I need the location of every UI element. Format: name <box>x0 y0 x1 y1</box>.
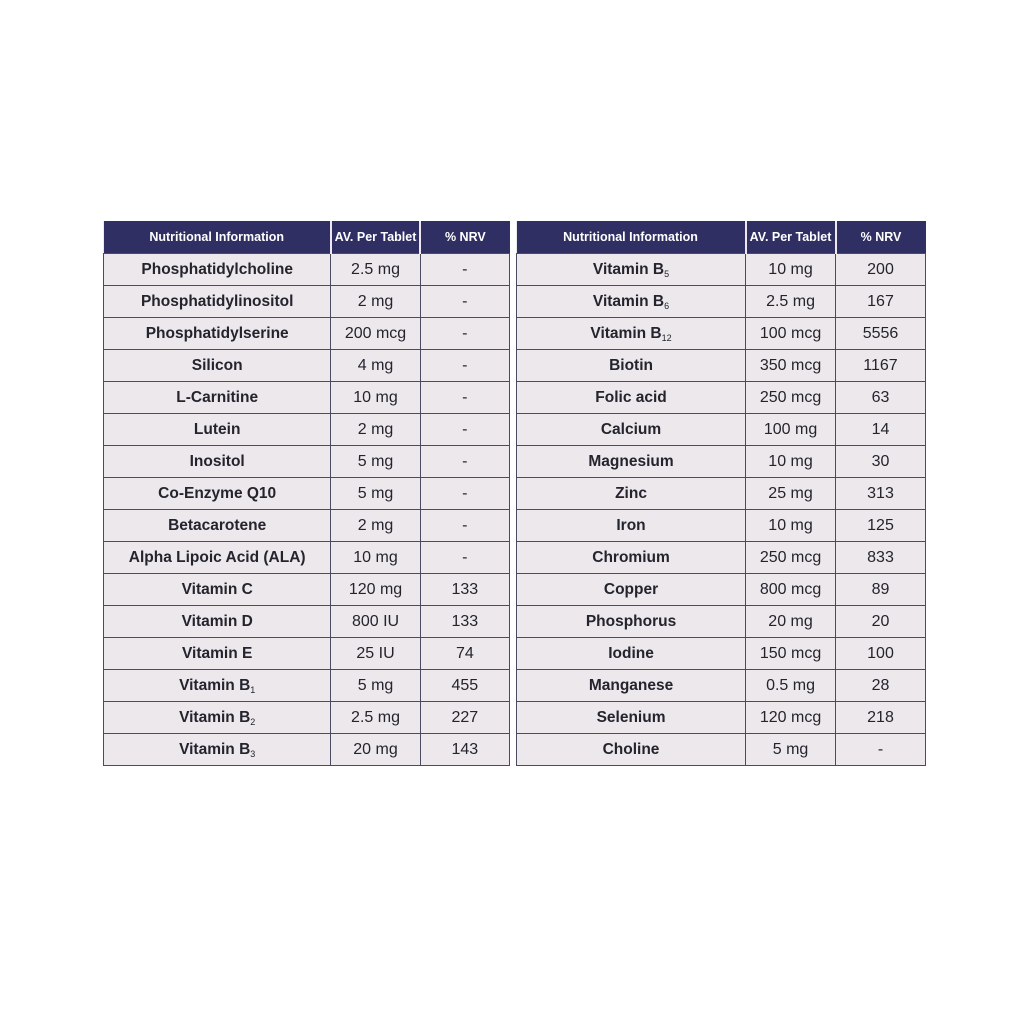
nrv-percent: 28 <box>836 670 926 702</box>
amount-per-tablet: 10 mg <box>746 254 836 286</box>
header-nutritional-information: Nutritional Information <box>104 221 331 254</box>
table-row <box>104 670 510 702</box>
nutrient-name-text: Copper <box>603 580 659 598</box>
nutrient-name <box>517 574 746 606</box>
left-nutrition-table <box>103 221 510 766</box>
nutrient-name <box>104 606 331 638</box>
right-nutrition-panel <box>516 221 926 766</box>
amount-per-tablet: 20 mg <box>331 734 420 766</box>
table-row <box>104 606 510 638</box>
nutrient-name-text: Chromium <box>592 548 670 566</box>
table-row <box>104 574 510 606</box>
nrv-percent: - <box>420 478 509 510</box>
left-header-row <box>104 221 510 254</box>
nutrient-subscript: 3 <box>250 748 256 759</box>
table-row <box>104 446 510 478</box>
table-row <box>517 286 926 318</box>
amount-per-tablet: 5 mg <box>331 670 420 702</box>
table-row <box>104 414 510 446</box>
nutrient-name <box>104 574 331 606</box>
nrv-percent: - <box>420 446 509 478</box>
table-row <box>104 478 510 510</box>
nutrient-name <box>104 254 331 286</box>
nutrient-name <box>104 702 331 734</box>
nrv-percent: 313 <box>836 478 926 510</box>
nutrient-name <box>517 510 746 542</box>
nutrient-name-text: Phosphorus <box>585 612 677 630</box>
nutrient-name-text: Zinc <box>615 484 647 502</box>
nrv-percent: 30 <box>836 446 926 478</box>
table-row <box>104 542 510 574</box>
amount-per-tablet: 350 mcg <box>746 350 836 382</box>
nrv-percent: 167 <box>836 286 926 318</box>
table-row <box>517 638 926 670</box>
table-row <box>517 542 926 574</box>
nutrient-name <box>104 318 331 350</box>
table-row <box>104 510 510 542</box>
nrv-percent: 74 <box>420 638 509 670</box>
nutrient-name-text: Selenium <box>596 708 666 726</box>
amount-per-tablet: 120 mg <box>331 574 420 606</box>
header-av-per-tablet: AV. Per Tablet <box>331 221 420 254</box>
amount-per-tablet: 4 mg <box>331 350 420 382</box>
nutrient-name-text: Vitamin E <box>182 644 253 662</box>
nutrient-name <box>104 734 331 766</box>
nutrient-name <box>104 382 331 414</box>
nrv-percent: 218 <box>836 702 926 734</box>
nrv-percent: 14 <box>836 414 926 446</box>
amount-per-tablet: 2 mg <box>331 414 420 446</box>
nutrient-name <box>104 478 331 510</box>
nutrient-name <box>104 350 331 382</box>
nrv-percent: 5556 <box>836 318 926 350</box>
nutrient-name <box>517 414 746 446</box>
amount-per-tablet: 10 mg <box>746 510 836 542</box>
nutrient-name-text: Choline <box>602 740 660 758</box>
nutrient-name-text: Phosphatidylcholine <box>141 260 293 278</box>
table-row <box>104 382 510 414</box>
amount-per-tablet: 100 mcg <box>746 318 836 350</box>
amount-per-tablet: 200 mcg <box>331 318 420 350</box>
nutrient-name-text: Phosphatidylinositol <box>140 292 294 310</box>
nutrient-name <box>104 638 331 670</box>
nutrient-name <box>104 446 331 478</box>
nutrient-subscript: 2 <box>250 716 256 727</box>
nrv-percent: 133 <box>420 606 509 638</box>
table-row <box>517 318 926 350</box>
amount-per-tablet: 2.5 mg <box>746 286 836 318</box>
table-row <box>517 510 926 542</box>
amount-per-tablet: 120 mcg <box>746 702 836 734</box>
nrv-percent: 227 <box>420 702 509 734</box>
left-nutrition-panel <box>103 221 510 766</box>
nrv-percent: - <box>420 286 509 318</box>
table-row <box>104 350 510 382</box>
nutrient-name-text: Phosphatidylserine <box>145 324 289 342</box>
amount-per-tablet: 5 mg <box>331 478 420 510</box>
nutrient-subscript: 6 <box>664 300 670 311</box>
header-nrv: % NRV <box>836 221 926 254</box>
table-row <box>104 286 510 318</box>
right-table-body <box>517 254 926 766</box>
amount-per-tablet: 10 mg <box>746 446 836 478</box>
amount-per-tablet: 10 mg <box>331 542 420 574</box>
nrv-percent: 125 <box>836 510 926 542</box>
header-nrv: % NRV <box>420 221 509 254</box>
amount-per-tablet: 0.5 mg <box>746 670 836 702</box>
amount-per-tablet: 2 mg <box>331 286 420 318</box>
nutrient-name-text: Silicon <box>191 356 243 374</box>
right-nutrition-table <box>516 221 926 766</box>
table-row <box>104 702 510 734</box>
nrv-percent: - <box>420 542 509 574</box>
table-row <box>104 734 510 766</box>
nutrient-name-text: Lutein <box>193 420 241 438</box>
nrv-percent: - <box>420 510 509 542</box>
nrv-percent: - <box>420 318 509 350</box>
nutrient-name <box>517 670 746 702</box>
nrv-percent: - <box>420 350 509 382</box>
amount-per-tablet: 2 mg <box>331 510 420 542</box>
nutrient-name-text: Betacarotene <box>168 516 267 534</box>
nrv-percent: 133 <box>420 574 509 606</box>
nutrient-name-text: Folic acid <box>595 388 667 406</box>
table-row <box>517 382 926 414</box>
amount-per-tablet: 25 IU <box>331 638 420 670</box>
nutrient-subscript: 1 <box>250 684 256 695</box>
nutrient-name <box>104 670 331 702</box>
table-row <box>517 414 926 446</box>
nutrient-name <box>517 702 746 734</box>
nutrient-name-text: Vitamin B <box>179 708 251 726</box>
nutrient-name-text: Iodine <box>608 644 654 662</box>
nutrient-subscript: 5 <box>664 268 670 279</box>
nutrient-name-text: Vitamin B <box>592 292 665 310</box>
nutrient-name <box>517 606 746 638</box>
nrv-percent: 89 <box>836 574 926 606</box>
nutrient-name <box>104 286 331 318</box>
nutrient-name <box>104 414 331 446</box>
amount-per-tablet: 150 mcg <box>746 638 836 670</box>
nutrient-name <box>517 286 746 318</box>
table-row <box>517 446 926 478</box>
nrv-percent: 20 <box>836 606 926 638</box>
amount-per-tablet: 25 mg <box>746 478 836 510</box>
nutrient-name-text: Biotin <box>609 356 653 374</box>
nutrient-name <box>517 318 746 350</box>
table-row <box>517 670 926 702</box>
nutrient-name-text: Calcium <box>600 420 662 438</box>
amount-per-tablet: 5 mg <box>746 734 836 766</box>
nrv-percent: - <box>420 382 509 414</box>
nutrient-name <box>517 638 746 670</box>
nutrient-name-text: Vitamin B <box>179 740 251 758</box>
nutrient-name-text: Iron <box>616 516 646 534</box>
nutrient-name <box>517 382 746 414</box>
nutrient-name-text: Vitamin C <box>181 580 253 598</box>
nrv-percent: 100 <box>836 638 926 670</box>
nutrient-name-text: Magnesium <box>588 452 674 470</box>
left-table-body <box>104 254 510 766</box>
amount-per-tablet: 5 mg <box>331 446 420 478</box>
amount-per-tablet: 2.5 mg <box>331 702 420 734</box>
amount-per-tablet: 250 mcg <box>746 382 836 414</box>
nutrient-name <box>104 542 331 574</box>
nrv-percent: 1167 <box>836 350 926 382</box>
nrv-percent: 63 <box>836 382 926 414</box>
nrv-percent: - <box>420 254 509 286</box>
table-row <box>104 254 510 286</box>
amount-per-tablet: 100 mg <box>746 414 836 446</box>
nutrient-name <box>517 254 746 286</box>
nrv-percent: 200 <box>836 254 926 286</box>
nutrient-name <box>517 446 746 478</box>
amount-per-tablet: 800 IU <box>331 606 420 638</box>
nutrient-name-text: L-Carnitine <box>176 388 259 406</box>
nutrient-name-text: Vitamin B <box>590 324 662 342</box>
header-av-per-tablet: AV. Per Tablet <box>746 221 836 254</box>
nrv-percent: 143 <box>420 734 509 766</box>
table-row <box>517 702 926 734</box>
table-row <box>517 574 926 606</box>
nutrient-name <box>517 350 746 382</box>
nrv-percent: 455 <box>420 670 509 702</box>
amount-per-tablet: 10 mg <box>331 382 420 414</box>
amount-per-tablet: 800 mcg <box>746 574 836 606</box>
table-row <box>104 318 510 350</box>
table-row <box>517 254 926 286</box>
amount-per-tablet: 250 mcg <box>746 542 836 574</box>
amount-per-tablet: 20 mg <box>746 606 836 638</box>
nutrient-name-text: Vitamin B <box>179 676 251 694</box>
nrv-percent: - <box>420 414 509 446</box>
amount-per-tablet: 2.5 mg <box>331 254 420 286</box>
table-row <box>517 350 926 382</box>
nutrient-name-text: Vitamin B <box>592 260 665 278</box>
nutrient-name-text: Alpha Lipoic Acid (ALA) <box>128 548 306 566</box>
nutrient-name-text: Inositol <box>189 452 245 470</box>
nrv-percent: 833 <box>836 542 926 574</box>
nutrient-name <box>517 478 746 510</box>
nutrient-name-text: Vitamin D <box>181 612 253 630</box>
table-row <box>517 606 926 638</box>
table-row <box>517 734 926 766</box>
right-header-row <box>517 221 926 254</box>
nutrient-name <box>517 734 746 766</box>
table-row <box>104 638 510 670</box>
nutrient-name-text: Manganese <box>588 676 674 694</box>
table-row <box>517 478 926 510</box>
header-nutritional-information: Nutritional Information <box>517 221 746 254</box>
nutrient-name-text: Co-Enzyme Q10 <box>158 484 277 502</box>
nutrient-name <box>104 510 331 542</box>
nutrient-subscript: 12 <box>661 332 672 343</box>
nutrient-name <box>517 542 746 574</box>
nrv-percent: - <box>836 734 926 766</box>
